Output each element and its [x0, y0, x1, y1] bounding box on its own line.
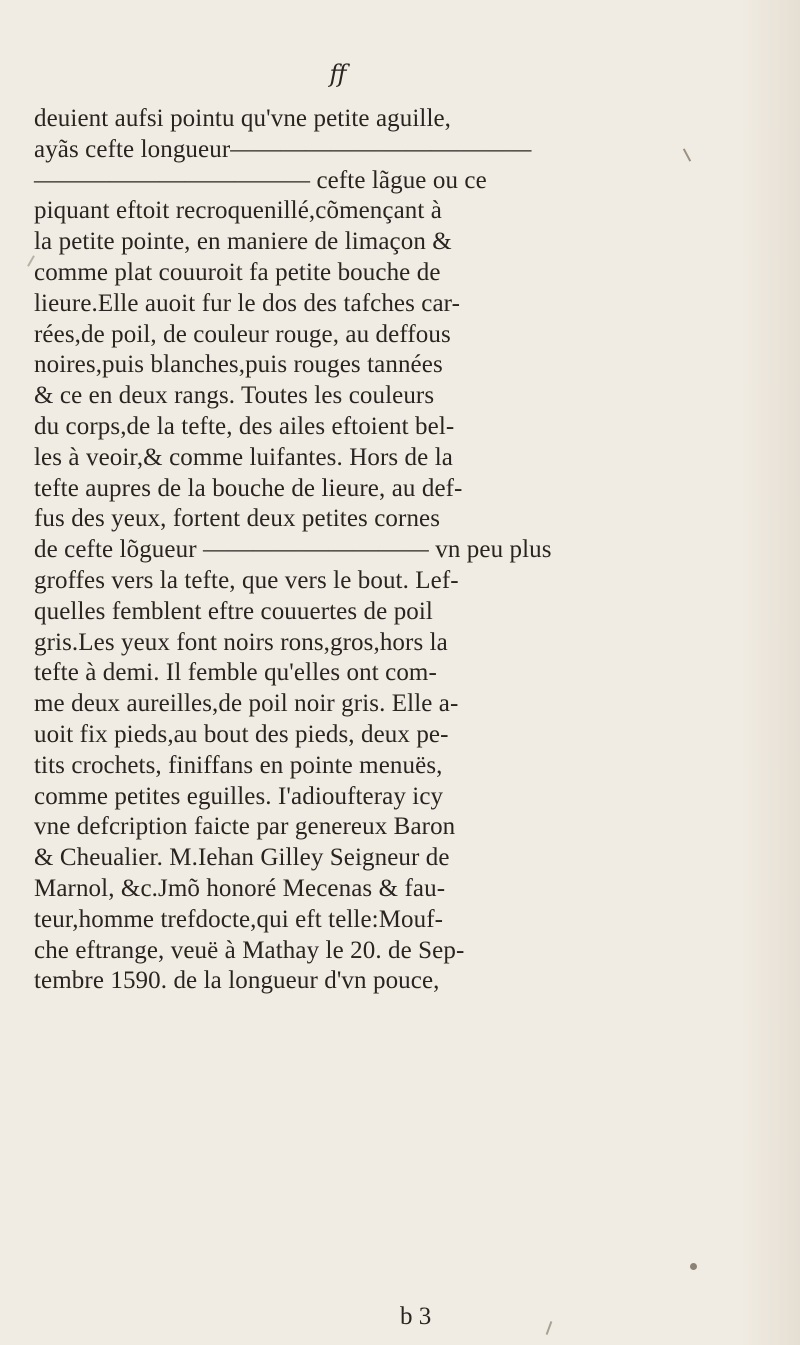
text-line: tits crochets, finiffans en pointe menuës,	[34, 751, 443, 779]
page-number: ff	[329, 60, 347, 88]
text-line: rées,de poil, de couleur rouge, au deffous	[34, 320, 451, 348]
text-line: vne defcription faicte par genereux Baron	[34, 813, 456, 841]
body-text	[34, 104, 624, 997]
paper-speck	[690, 1263, 697, 1270]
text-line: che eftrange, veuë à Mathay le 20. de Sep-	[34, 936, 465, 964]
text-line: les à veoir,& comme luifantes. Hors de la	[34, 443, 453, 471]
text-line: fus des yeux, fortent deux petites cornes	[34, 505, 441, 533]
text-line: groffes vers la tefte, que vers le bout. Lef-	[34, 566, 459, 594]
text-line: du corps,de la tefte, des ailes eftoient bel-	[34, 412, 455, 440]
text-line: deuient aufsi pointu qu'vne petite aguille,	[34, 105, 452, 132]
page-edge-shadow	[740, 0, 800, 1345]
text-line: teur,homme trefdocte,qui eft telle:Mouf-	[34, 905, 444, 933]
text-line: noires,puis blanches,puis rouges tannées	[34, 351, 443, 379]
paper-speck	[546, 1321, 553, 1335]
text-line: uoit fix pieds,au bout des pieds, deux pe-	[34, 720, 449, 748]
text-line: de cefte lõgueur ————————— vn peu plus	[34, 536, 552, 564]
text-line: & Cheualier. M.Iehan Gilley Seigneur de	[34, 844, 450, 872]
text-line: Marnol, &c.Jmõ honoré Mecenas & fau-	[34, 874, 446, 902]
text-line: tefte à demi. Il femble qu'elles ont com-	[34, 659, 437, 687]
text-line: & ce en deux rangs. Toutes les couleurs	[34, 382, 435, 410]
text-line: piquant eftoit recroquenillé,cõmençant à	[34, 197, 442, 225]
paper-speck	[683, 148, 691, 161]
text-line: la petite pointe, en maniere de limaçon &	[34, 228, 452, 256]
text-line: ayãs cefte longueur————————————	[34, 135, 532, 163]
text-line: comme petites eguilles. I'adioufteray icy	[34, 782, 444, 810]
text-line: ——————————— cefte lãgue ou ce	[34, 166, 487, 194]
signature-mark: b 3	[400, 1303, 432, 1330]
text-line: lieure.Elle auoit fur le dos des tafches car-	[34, 289, 461, 317]
text-line: tembre 1590. de la longueur d'vn pouce,	[34, 967, 440, 995]
text-line: comme plat couuroit fa petite bouche de	[34, 258, 441, 286]
text-line: tefte aupres de la bouche de lieure, au def-	[34, 474, 463, 502]
text-line: me deux aureilles,de poil noir gris. Elle a-	[34, 690, 459, 718]
text-line: quelles femblent eftre couuertes de poil	[34, 597, 433, 625]
text-line: gris.Les yeux font noirs rons,gros,hors la	[34, 628, 448, 656]
